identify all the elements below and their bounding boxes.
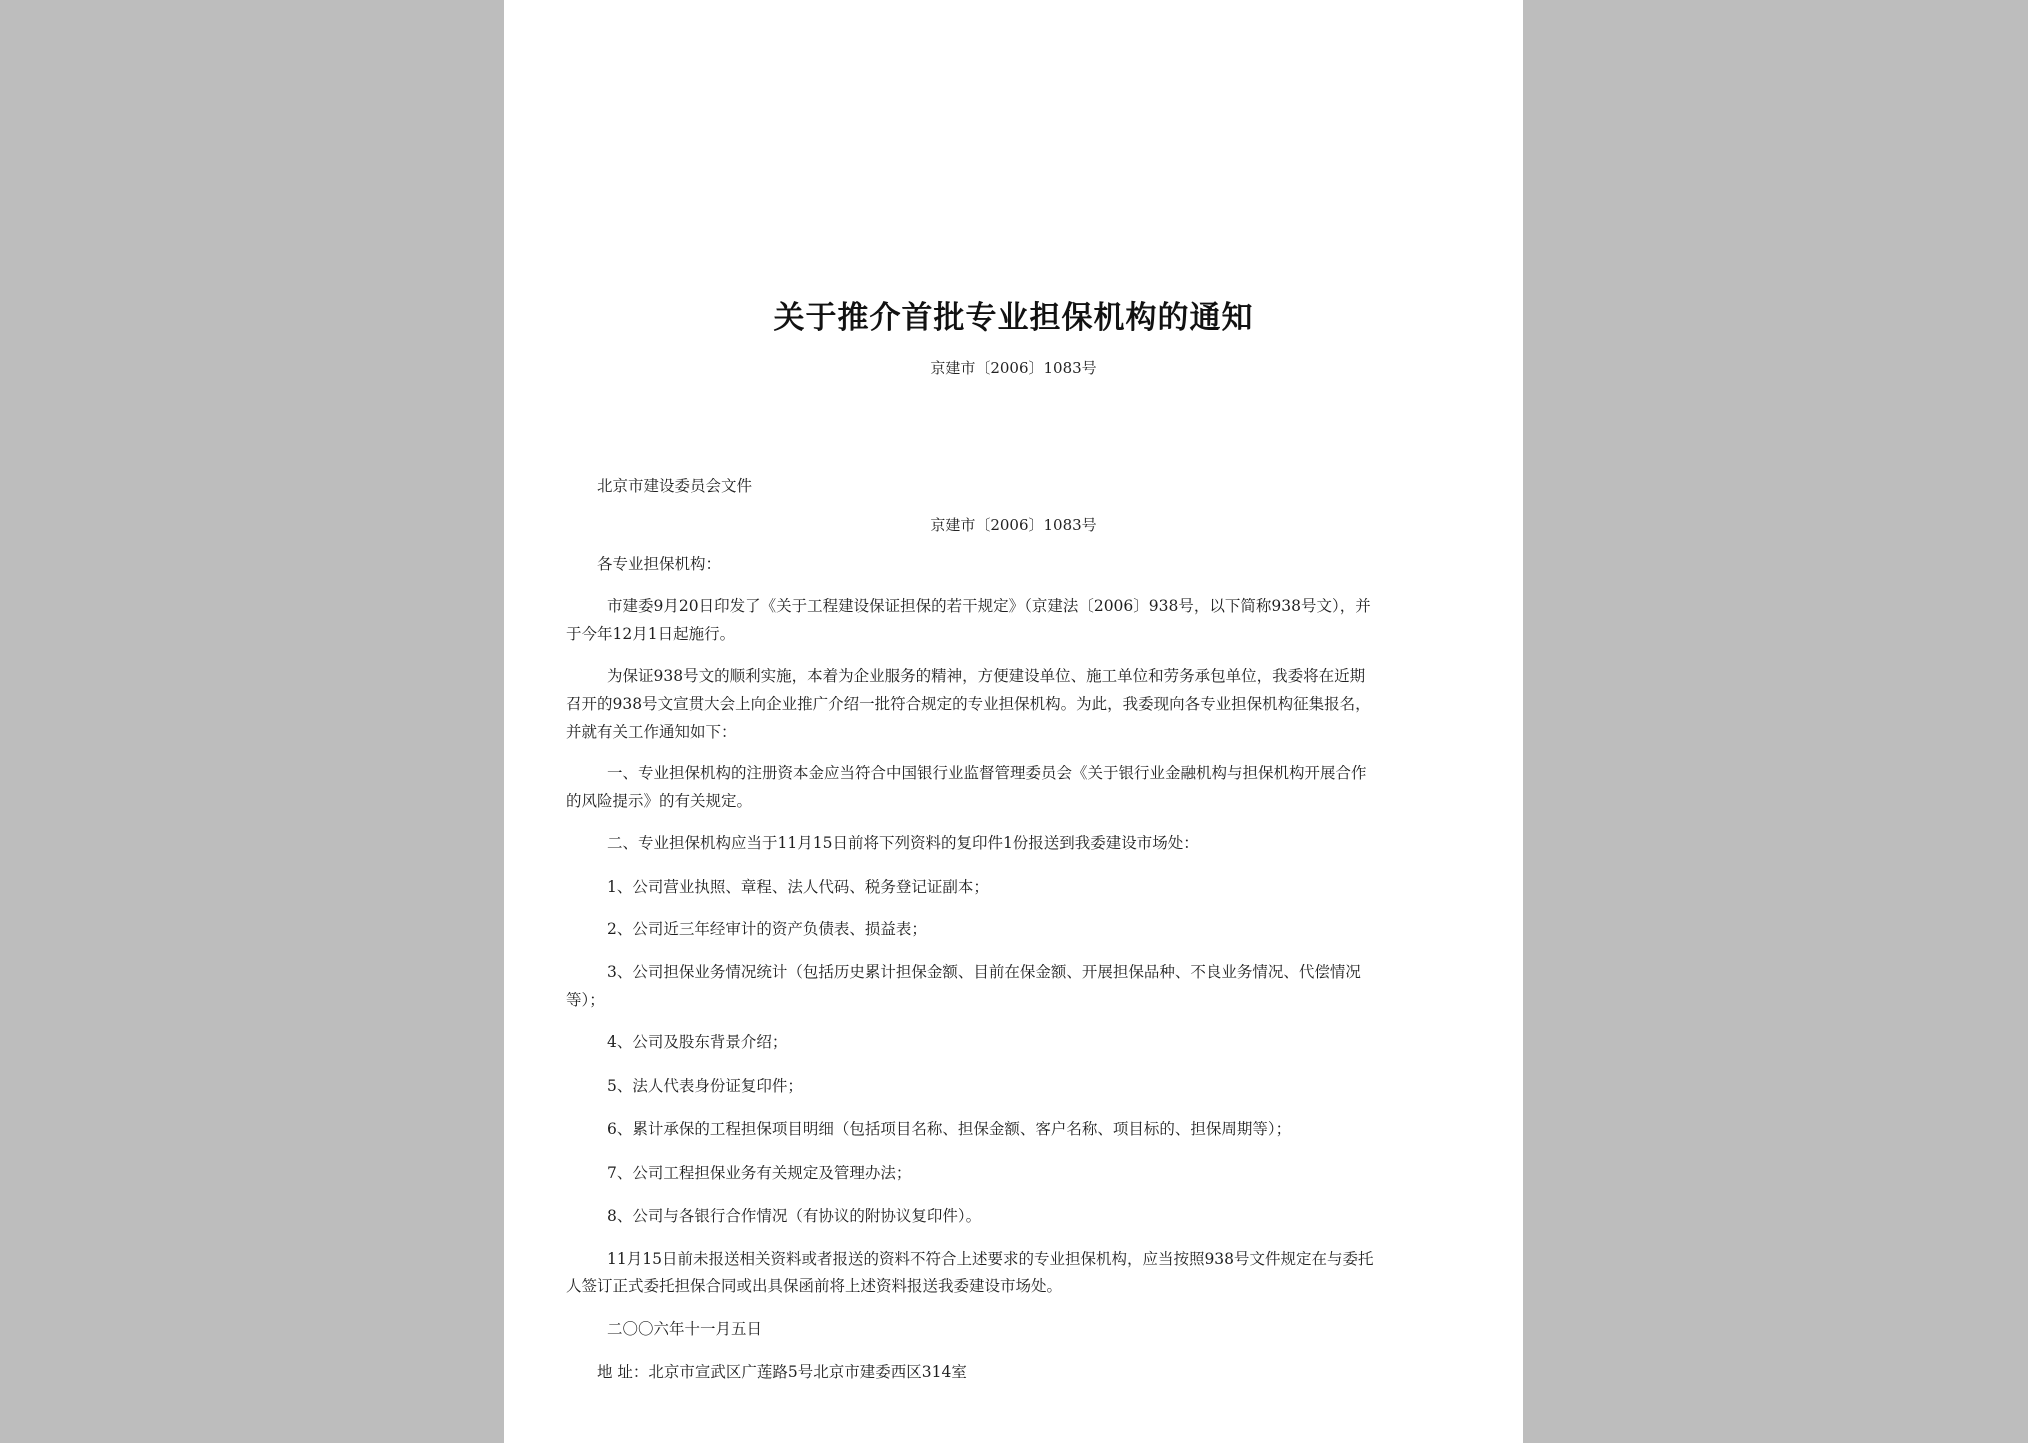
list-item: 4、公司及股东背景介绍；: [607, 1033, 788, 1051]
document-number-inner: 京建市〔2006〕1083号: [930, 516, 1097, 534]
list-item: 7、公司工程担保业务有关规定及管理办法；: [607, 1164, 912, 1182]
document-date: 二〇〇六年十一月五日: [607, 1320, 763, 1338]
list-item: 6、累计承保的工程担保项目明细（包括项目名称、担保金额、客户名称、项目标的、担保周期等）；: [607, 1120, 1292, 1138]
list-item: 3、公司担保业务情况统计（包括历史累计担保金额、目前在保金额、开展担保品种、不良业务情况、代偿情况: [607, 963, 1361, 981]
salutation: 各专业担保机构：: [597, 555, 722, 573]
paragraph-line: 并就有关工作通知如下：: [566, 723, 737, 741]
address-line: 地 址：北京市宣武区广莲路5号北京市建委西区314室: [597, 1363, 967, 1381]
paragraph-line: 市建委9月20日印发了《关于工程建设保证担保的若干规定》（京建法〔2006〕938号，以下简称938号文），并: [607, 597, 1371, 615]
list-item: 8、公司与各银行合作情况（有协议的附协议复印件）。: [607, 1207, 982, 1225]
list-item-continuation: 等）；: [566, 991, 605, 1009]
paragraph-line: 的风险提示》的有关规定。: [566, 792, 753, 810]
paragraph-line: 为保证938号文的顺利实施，本着为企业服务的精神，方便建设单位、施工单位和劳务承包单位，我委将在近期: [607, 667, 1366, 685]
document-page: [504, 0, 1523, 1443]
list-item: 5、法人代表身份证复印件；: [607, 1077, 803, 1095]
paragraph-line: 二、专业担保机构应当于11月15日前将下列资料的复印件1份报送到我委建设市场处：: [607, 834, 1199, 852]
list-item: 1、公司营业执照、章程、法人代码、税务登记证副本；: [607, 878, 989, 896]
paragraph-line: 人签订正式委托担保合同或出具保函前将上述资料报送我委建设市场处。: [566, 1277, 1063, 1295]
document-number-header: 京建市〔2006〕1083号: [930, 359, 1097, 377]
list-item: 2、公司近三年经审计的资产负债表、损益表；: [607, 920, 927, 938]
paragraph-line: 于今年12月1日起施行。: [566, 625, 736, 643]
document-title: 关于推介首批专业担保机构的通知: [773, 300, 1254, 336]
paragraph-line: 11月15日前未报送相关资料或者报送的资料不符合上述要求的专业担保机构，应当按照938号文件规定在与委托: [607, 1250, 1374, 1268]
paragraph-line: 召开的938号文宣贯大会上向企业推广介绍一批符合规定的专业担保机构。为此，我委现向各专业担保机构征集报名，: [566, 695, 1371, 713]
paragraph-line: 一、专业担保机构的注册资本金应当符合中国银行业监督管理委员会《关于银行业金融机构与担保机构开展合作: [607, 764, 1367, 782]
issuer-line: 北京市建设委员会文件: [597, 477, 753, 495]
